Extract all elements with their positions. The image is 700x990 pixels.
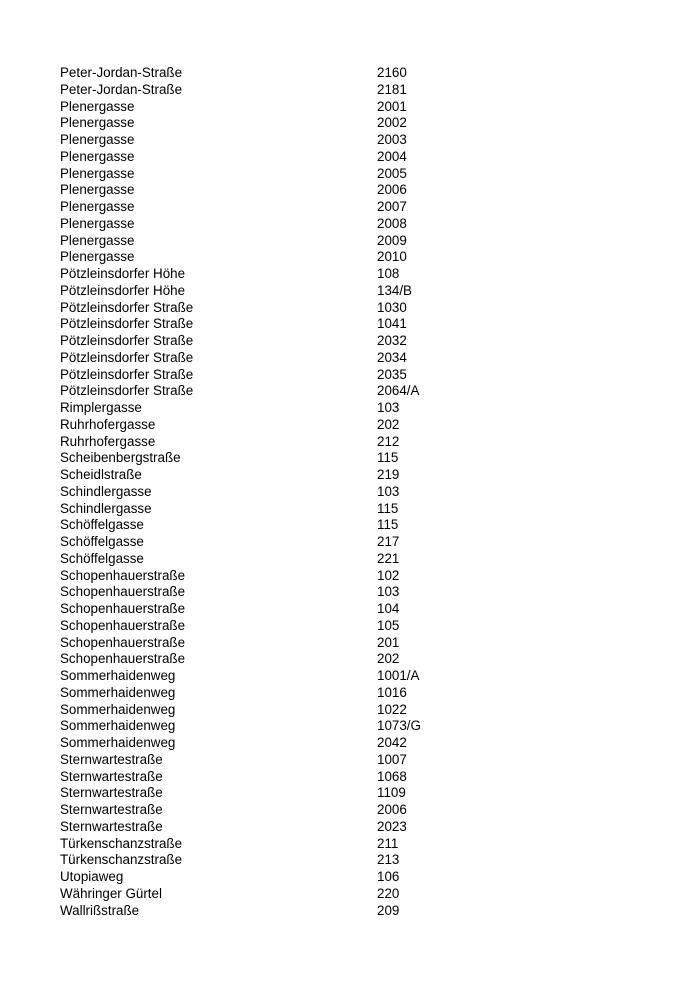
house-number: 219: [377, 467, 400, 482]
street-name: Schöffelgasse: [60, 517, 144, 533]
street-name: Schöffelgasse: [60, 534, 144, 549]
house-number: 2160: [377, 65, 407, 80]
street-name: Sommerhaidenweg: [60, 735, 176, 750]
list-item: [60, 852, 660, 869]
list-item: [60, 182, 660, 199]
list-item: [60, 668, 660, 685]
house-number: 221: [377, 550, 400, 566]
street-name: Rimplergasse: [60, 400, 142, 415]
list-item: [60, 467, 660, 484]
list-item: [60, 685, 660, 702]
list-item: [60, 383, 660, 400]
list-item: [60, 568, 660, 585]
street-name: Währinger Gürtel: [60, 885, 162, 901]
list-item: [60, 82, 660, 99]
house-number: 1068: [377, 768, 407, 784]
house-number: 115: [377, 500, 399, 516]
house-number: 1016: [377, 684, 407, 700]
list-item: [60, 651, 660, 668]
list-item: [60, 752, 660, 769]
list-item: [60, 333, 660, 350]
street-name: Ruhrhofergasse: [60, 433, 156, 449]
list-item: [60, 635, 660, 652]
street-name: Schopenhauerstraße: [60, 651, 186, 667]
list-item: [60, 400, 660, 417]
street-name: Sommerhaidenweg: [60, 701, 176, 717]
house-number: 2034: [377, 349, 407, 365]
house-number: 217: [377, 534, 400, 549]
house-number: 104: [377, 601, 400, 616]
list-item: [60, 903, 660, 920]
list-item: [60, 718, 660, 735]
street-name: Plenergasse: [60, 215, 135, 231]
street-name: Pötzleinsdorfer Höhe: [60, 282, 186, 298]
list-item: [60, 166, 660, 183]
list-item: [60, 785, 660, 802]
street-name: Schopenhauerstraße: [60, 601, 186, 616]
list-item: [60, 551, 660, 568]
house-number: 202: [377, 416, 400, 432]
house-number: 213: [377, 852, 400, 868]
house-number: 115: [377, 450, 399, 466]
address-list: [60, 65, 660, 919]
list-item: [60, 132, 660, 149]
house-number: 2005: [377, 165, 407, 181]
street-name: Sommerhaidenweg: [60, 684, 176, 700]
street-name: Pötzleinsdorfer Straße: [60, 299, 194, 315]
list-item: [60, 484, 660, 501]
list-item: [60, 300, 660, 317]
street-name: Schopenhauerstraße: [60, 584, 186, 600]
list-item: [60, 618, 660, 635]
street-name: Sommerhaidenweg: [60, 718, 176, 734]
street-name: Plenergasse: [60, 98, 135, 114]
house-number: 2007: [377, 199, 407, 214]
list-item: [60, 735, 660, 752]
street-name: Sternwartestraße: [60, 785, 163, 801]
house-number: 211: [377, 835, 399, 851]
house-number: 220: [377, 885, 400, 901]
street-name: Utopiaweg: [60, 869, 124, 884]
house-number: 2006: [377, 182, 407, 198]
street-name: Sternwartestraße: [60, 818, 163, 834]
list-item: [60, 149, 660, 166]
list-item: [60, 534, 660, 551]
house-number: 2004: [377, 148, 407, 164]
list-item: [60, 769, 660, 786]
street-name: Türkenschanzstraße: [60, 852, 183, 868]
list-item: [60, 233, 660, 250]
list-item: [60, 517, 660, 534]
list-item: [60, 802, 660, 819]
street-name: Scheibenbergstraße: [60, 450, 181, 466]
street-name: Plenergasse: [60, 249, 135, 265]
street-name: Peter-Jordan-Straße: [60, 65, 183, 80]
house-number: 1030: [377, 299, 407, 315]
street-name: Plenergasse: [60, 199, 135, 214]
street-name: Plenergasse: [60, 148, 135, 164]
list-item: [60, 584, 660, 601]
house-number: 2009: [377, 232, 407, 248]
street-name: Sternwartestraße: [60, 751, 163, 767]
house-number: 2002: [377, 115, 407, 131]
house-number: 2032: [377, 333, 407, 348]
list-item: [60, 99, 660, 116]
list-item: [60, 836, 660, 853]
house-number: 2010: [377, 249, 407, 265]
street-name: Sternwartestraße: [60, 768, 163, 784]
house-number: 209: [377, 902, 400, 918]
street-name: Scheidlstraße: [60, 467, 142, 482]
street-name: Schopenhauerstraße: [60, 567, 186, 583]
street-name: Pötzleinsdorfer Straße: [60, 383, 194, 399]
house-number: 106: [377, 869, 400, 884]
house-number: 2001: [377, 98, 407, 114]
house-number: 105: [377, 617, 400, 633]
list-item: [60, 249, 660, 266]
house-number: 103: [377, 584, 400, 600]
street-name: Pötzleinsdorfer Straße: [60, 333, 194, 348]
list-item: [60, 266, 660, 283]
list-item: [60, 350, 660, 367]
street-name: Wallrißstraße: [60, 902, 140, 918]
street-name: Plenergasse: [60, 182, 135, 198]
list-item: [60, 819, 660, 836]
street-name: Sommerhaidenweg: [60, 668, 176, 683]
list-item: [60, 216, 660, 233]
house-number: 2042: [377, 735, 407, 750]
house-number: 115: [377, 517, 399, 533]
list-item: [60, 65, 660, 82]
street-name: Ruhrhofergasse: [60, 416, 156, 432]
street-name: Plenergasse: [60, 232, 135, 248]
house-number: 1109: [377, 785, 406, 801]
house-number: 134/B: [377, 282, 412, 298]
list-item: [60, 450, 660, 467]
street-name: Plenergasse: [60, 132, 135, 147]
house-number: 2181: [377, 81, 407, 97]
house-number: 2035: [377, 366, 407, 382]
street-name: Schöffelgasse: [60, 550, 144, 566]
house-number: 1022: [377, 701, 407, 717]
house-number: 2006: [377, 802, 407, 817]
house-number: 2064/A: [377, 383, 420, 399]
house-number: 2003: [377, 132, 407, 147]
street-name: Peter-Jordan-Straße: [60, 81, 183, 97]
list-item: [60, 316, 660, 333]
house-number: 2023: [377, 818, 407, 834]
house-number: 108: [377, 266, 400, 281]
street-name: Pötzleinsdorfer Straße: [60, 316, 194, 332]
list-item: [60, 886, 660, 903]
house-number: 202: [377, 651, 400, 667]
list-item: [60, 417, 660, 434]
house-number: 1073/G: [377, 718, 421, 734]
house-number: 212: [377, 433, 400, 449]
house-number: 103: [377, 483, 400, 499]
house-number: 1041: [377, 316, 407, 332]
house-number: 1001/A: [377, 668, 420, 683]
street-name: Schindlergasse: [60, 483, 152, 499]
street-name: Pötzleinsdorfer Höhe: [60, 266, 186, 281]
list-item: [60, 434, 660, 451]
list-item: [60, 869, 660, 886]
list-item: [60, 283, 660, 300]
list-item: [60, 501, 660, 518]
list-item: [60, 199, 660, 216]
street-name: Plenergasse: [60, 115, 135, 131]
street-name: Sternwartestraße: [60, 802, 163, 817]
house-number: 102: [377, 567, 400, 583]
house-number: 1007: [377, 751, 407, 767]
house-number: 201: [377, 634, 400, 650]
list-item: [60, 115, 660, 132]
street-name: Schindlergasse: [60, 500, 152, 516]
house-number: 103: [377, 400, 400, 415]
street-name: Plenergasse: [60, 165, 135, 181]
house-number: 2008: [377, 215, 407, 231]
street-name: Schopenhauerstraße: [60, 617, 186, 633]
street-name: Pötzleinsdorfer Straße: [60, 349, 194, 365]
street-name: Pötzleinsdorfer Straße: [60, 366, 194, 382]
street-name: Türkenschanzstraße: [60, 835, 183, 851]
list-item: [60, 601, 660, 618]
list-item: [60, 367, 660, 384]
street-name: Schopenhauerstraße: [60, 634, 186, 650]
list-item: [60, 702, 660, 719]
